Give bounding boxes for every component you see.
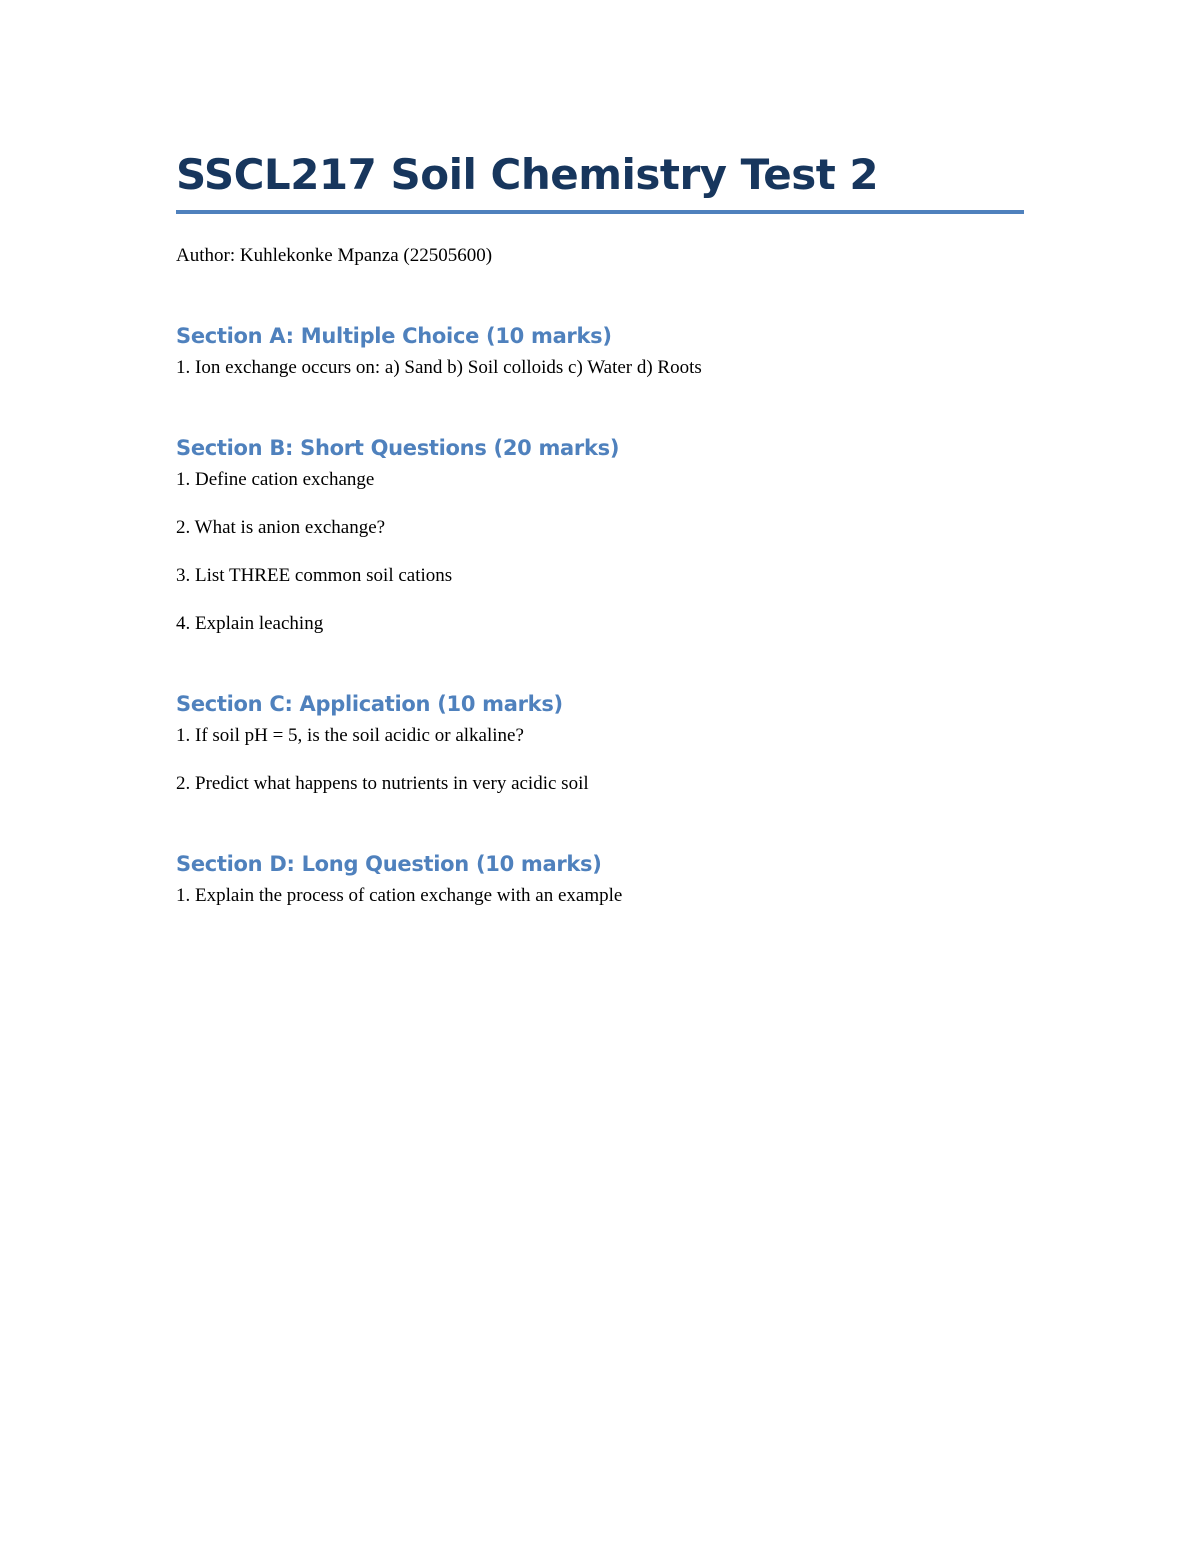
title-underline-rule (176, 210, 1024, 214)
question-a1: 1. Ion exchange occurs on: a) Sand b) Soil colloids c) Water d) Roots (176, 357, 702, 378)
section-d-heading: Section D: Long Question (10 marks) (176, 852, 602, 876)
section-a-heading: Section A: Multiple Choice (10 marks) (176, 324, 612, 348)
question-b1: 1. Define cation exchange (176, 469, 375, 490)
question-c2: 2. Predict what happens to nutrients in very acidic soil (176, 773, 589, 794)
section-d-questions (176, 884, 1024, 908)
question-d1: 1. Explain the process of cation exchange with an example (176, 885, 623, 906)
section-d (176, 850, 1024, 908)
section-a (176, 322, 1024, 380)
section-a-questions (176, 356, 1024, 380)
section-b (176, 434, 1024, 636)
section-c (176, 690, 1024, 796)
section-c-questions (176, 724, 1024, 796)
question-b2: 2. What is anion exchange? (176, 517, 386, 538)
question-b3: 3. List THREE common soil cations (176, 565, 453, 586)
question-c1: 1. If soil pH = 5, is the soil acidic or alkaline? (176, 725, 524, 746)
question-b4: 4. Explain leaching (176, 613, 324, 634)
document-title: SSCL217 Soil Chemistry Test 2 (176, 150, 879, 199)
section-b-questions (176, 468, 1024, 636)
document-body (176, 146, 1024, 908)
section-c-heading: Section C: Application (10 marks) (176, 692, 563, 716)
section-b-heading: Section B: Short Questions (20 marks) (176, 436, 620, 460)
author-line: Author: Kuhlekonke Mpanza (22505600) (176, 245, 493, 266)
